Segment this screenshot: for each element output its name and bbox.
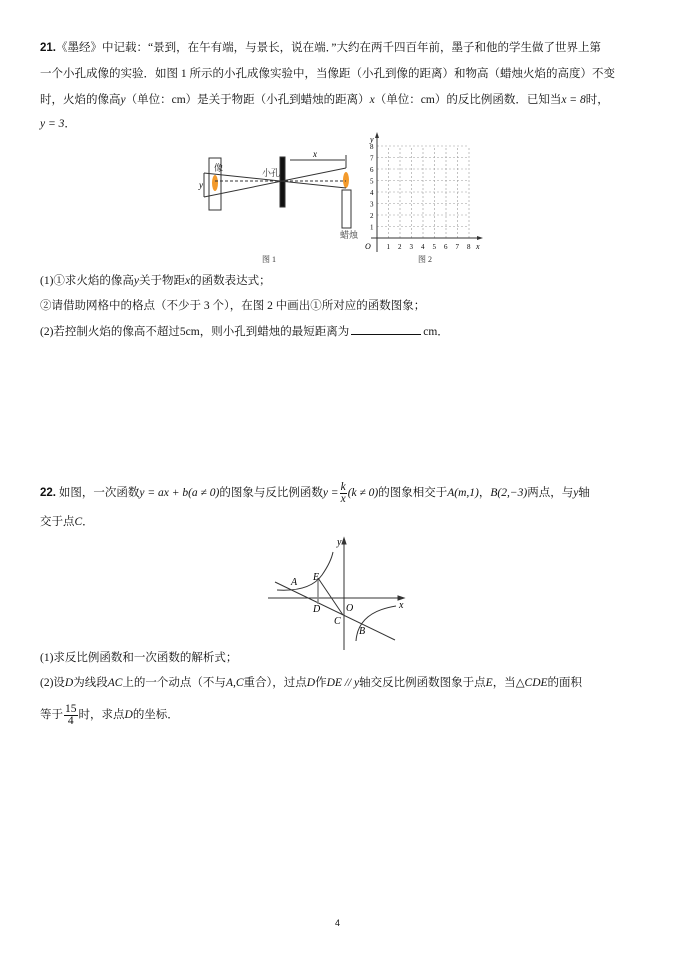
v: D — [64, 677, 74, 689]
v: DE // y — [326, 677, 360, 689]
fraction-k-over-x — [340, 482, 347, 505]
label-hole: 小孔 — [262, 168, 281, 178]
label-image: 像 — [214, 163, 224, 173]
t: 时，火焰的像高 — [40, 94, 121, 106]
q22-part2 — [40, 675, 582, 691]
q21-part1a — [40, 273, 271, 289]
t: 等于 — [40, 709, 63, 722]
t: 轴交反比例函数图象于点 — [359, 677, 486, 689]
num: k — [340, 481, 346, 493]
t: ． — [64, 118, 76, 130]
hyperbola-branch-upper — [277, 552, 333, 590]
t: （单位：cm）的反比例函数．已知当 — [374, 94, 562, 106]
y-tick-label: 2 — [370, 212, 374, 220]
q21-line-2: 一个小孔成像的实验．如图 1 所示的小孔成像实验中，当像距（小孔到像的距离）和物高（蜡烛火焰的高度）不变 — [40, 68, 615, 80]
var-x: x — [369, 94, 375, 106]
num: 15 — [65, 703, 77, 715]
t: 轴 — [578, 487, 590, 500]
y-tick-label: 8 — [370, 143, 374, 151]
den: x — [340, 493, 346, 505]
q22-x-label: x — [399, 600, 404, 611]
t: 作 — [315, 677, 327, 689]
t: 关于物距 — [139, 275, 186, 287]
var-y: y — [120, 94, 126, 106]
v: E — [485, 677, 493, 689]
q21-part2 — [40, 323, 449, 340]
y-tick-label: 1 — [370, 223, 374, 232]
v: AC — [107, 677, 123, 689]
q21-text: 《墨经》中记载：“景到，在午有端，与景长，说在端．”大约在两千四百年前，墨子和他的学生做了世界上第 — [56, 42, 601, 54]
q22-o-label: O — [346, 603, 354, 614]
point-a: A(m,1) — [447, 487, 479, 500]
eq-cond: (k ≠ 0) — [347, 487, 379, 500]
x-tick-label: 2 — [398, 243, 402, 251]
point-d-label: D — [313, 604, 321, 615]
answer-blank[interactable] — [351, 323, 421, 335]
t: （单位：cm）是关于物距（小孔到蜡烛的距离） — [125, 94, 370, 106]
q22-part1: (1)求反比例函数和一次函数的解析式； — [40, 652, 238, 664]
t: 时， — [585, 94, 609, 106]
origin-label: O — [365, 242, 371, 251]
x-tick-label: 1 — [386, 243, 390, 251]
point-b: B(2,−3) — [490, 487, 528, 500]
eq-lhs: y = — [322, 487, 339, 500]
y-tick-label: 6 — [370, 166, 374, 174]
x-axis-label: x — [476, 242, 480, 251]
t: (1)①求火焰的像高 — [40, 275, 134, 287]
q22-number: 22. — [40, 487, 56, 500]
var-y: y — [573, 487, 579, 500]
y-tick-label: 4 — [370, 189, 374, 197]
t: 交于点 — [40, 516, 75, 528]
t: 的面积 — [547, 677, 583, 689]
x-tick-label: 7 — [455, 243, 459, 251]
x-tick-label: 6 — [444, 243, 448, 251]
t: ，当 — [492, 677, 516, 689]
eq-linear: y = ax + b(a ≠ 0) — [139, 487, 220, 500]
q21-number: 21. — [40, 42, 56, 54]
figure-2-grid — [370, 132, 483, 252]
q22-line-1 — [40, 482, 590, 505]
t: 的图象相交于 — [378, 487, 448, 500]
fig1-caption: 图 1 — [262, 255, 276, 264]
label-y: y — [199, 180, 203, 190]
t: (2)若控制火焰的像高不超过5cm，则小孔到蜡烛的最短距离为 — [40, 326, 350, 338]
t: cm． — [423, 326, 449, 338]
t: 两点，与 — [527, 487, 574, 500]
t: ， — [478, 487, 491, 500]
figure-1-pinhole — [204, 155, 351, 228]
t: 如图，一次函数 — [58, 487, 140, 500]
point-b-label: B — [359, 626, 366, 637]
x-tick-label: 3 — [409, 243, 413, 251]
q21-part1b: ②请借助网格中的格点（不少于 3 个），在图 2 中画出①所对应的函数图象； — [40, 300, 426, 312]
flame-icon — [343, 172, 349, 188]
x-arrow-icon — [477, 236, 483, 240]
y-axis-label: y — [370, 135, 374, 144]
t: ． — [82, 516, 94, 528]
v: D — [124, 709, 133, 722]
t: 的坐标． — [132, 709, 179, 722]
t: (2)设 — [40, 677, 65, 689]
pinhole-board — [280, 157, 285, 207]
cond-y: y = 3 — [40, 118, 65, 130]
y-tick-label: 7 — [370, 154, 374, 163]
x-tick-label: 5 — [432, 243, 436, 251]
q22-part2-cont — [40, 704, 179, 727]
figure-q22 — [268, 538, 404, 650]
t: 的函数表达式； — [190, 275, 271, 287]
t: 重合），过点 — [243, 677, 307, 689]
point-c: C — [74, 516, 83, 528]
den: 4 — [67, 715, 74, 727]
inverted-flame-icon — [212, 175, 218, 191]
v: △CDE — [515, 677, 548, 689]
var-y: y — [133, 275, 140, 287]
t: 上的一个动点（不与 — [122, 677, 226, 689]
candle — [342, 190, 351, 228]
fig2-caption: 图 2 — [418, 255, 432, 264]
y-arrow-icon — [375, 132, 379, 138]
var-x: x — [185, 275, 191, 287]
v: A,C — [225, 677, 244, 689]
page-number: 4 — [335, 918, 341, 928]
v: D — [306, 677, 316, 689]
y-tick-label: 3 — [370, 200, 374, 209]
point-e-label: E — [313, 572, 320, 583]
label-x: x — [313, 149, 317, 159]
t: 为线段 — [73, 677, 108, 689]
fraction-15-over-4 — [64, 704, 78, 727]
t: 时，求点 — [78, 709, 125, 722]
point-a-label: A — [291, 577, 298, 588]
t: 的图象与反比例函数 — [219, 487, 323, 500]
x-tick-label: 8 — [467, 243, 471, 251]
cond-x: x = 8 — [561, 94, 586, 106]
label-candle: 蜡烛 — [340, 230, 359, 240]
q22-line-2 — [40, 514, 94, 530]
y-tick-label: 5 — [370, 177, 374, 186]
segment-ec — [318, 578, 343, 615]
x-tick-label: 4 — [421, 243, 425, 251]
point-c-label: C — [334, 616, 341, 627]
q22-y-label: y — [337, 537, 342, 548]
